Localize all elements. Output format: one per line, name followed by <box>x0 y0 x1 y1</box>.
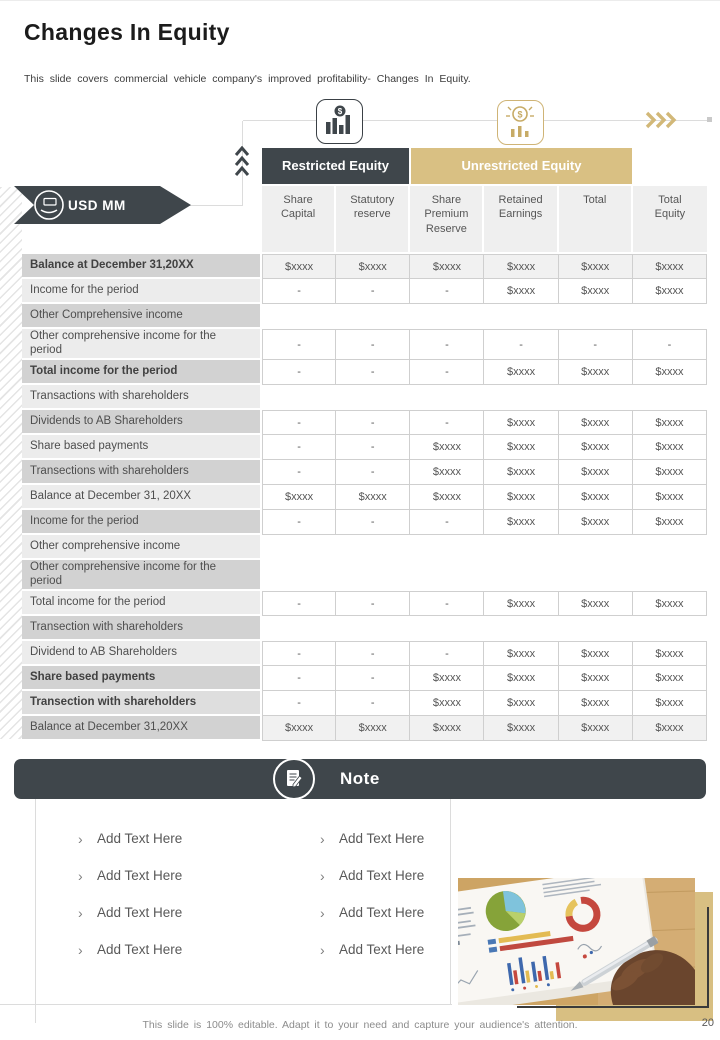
table-cell: - <box>336 460 410 485</box>
row-label: Other comprehensive income <box>22 535 260 560</box>
table-cell: - <box>410 360 484 385</box>
table-row <box>22 460 707 485</box>
column-header: Share Capital <box>262 186 336 252</box>
row-label: Balance at December 31,20XX <box>22 254 260 279</box>
row-label: Share based payments <box>22 666 260 691</box>
note-item[interactable] <box>320 827 424 850</box>
panel-border-right <box>450 799 451 1004</box>
table-cell: - <box>336 510 410 535</box>
table-row <box>22 304 707 329</box>
chevron-right-icon: › <box>320 904 325 921</box>
table-cell: $xxxx <box>410 254 484 279</box>
table-cell: - <box>410 329 484 360</box>
column-header: Statutory reserve <box>336 186 410 252</box>
table-cell: $xxxx <box>484 691 558 716</box>
row-cells <box>262 435 707 460</box>
row-cells <box>262 254 707 279</box>
note-item[interactable] <box>320 864 424 887</box>
note-item[interactable] <box>78 827 182 850</box>
note-item-label: Add Text Here <box>97 942 183 957</box>
table-cell: $xxxx <box>633 691 707 716</box>
note-col-2 <box>320 827 424 975</box>
table-cell: $xxxx <box>262 716 336 741</box>
table-cell: - <box>262 666 336 691</box>
note-item-label: Add Text Here <box>339 868 425 883</box>
table-cell: $xxxx <box>484 279 558 304</box>
row-cells <box>262 616 707 641</box>
row-label: Transactions with shareholders <box>22 385 260 410</box>
table-cell: - <box>262 435 336 460</box>
note-item-label: Add Text Here <box>97 905 183 920</box>
table-cell: $xxxx <box>410 460 484 485</box>
note-item-label: Add Text Here <box>339 905 425 920</box>
row-cells <box>262 304 707 329</box>
row-cells <box>262 329 707 360</box>
note-item[interactable] <box>78 901 182 924</box>
table-cell: $xxxx <box>484 716 558 741</box>
table-cell: $xxxx <box>633 510 707 535</box>
page-number: 20 <box>701 1017 714 1029</box>
table-cell: $xxxx <box>410 485 484 510</box>
table-cell: - <box>410 279 484 304</box>
table-row <box>22 641 707 666</box>
note-item-label: Add Text Here <box>97 831 183 846</box>
table-cell: $xxxx <box>410 716 484 741</box>
table-cell: - <box>336 435 410 460</box>
table-cell: $xxxx <box>410 691 484 716</box>
note-item[interactable] <box>320 901 424 924</box>
table-cell: - <box>262 410 336 435</box>
connector-line-to-badge <box>188 205 243 206</box>
table-cell: - <box>262 510 336 535</box>
table-cell: $xxxx <box>559 460 633 485</box>
table-row <box>22 360 707 385</box>
table-cell: $xxxx <box>484 435 558 460</box>
note-item[interactable] <box>78 938 182 961</box>
table-cell: $xxxx <box>559 360 633 385</box>
table-cell: $xxxx <box>262 485 336 510</box>
group-header-unrestricted-equity: Unrestricted Equity <box>411 148 632 184</box>
table-cell: $xxxx <box>633 716 707 741</box>
chevron-right-icon: › <box>78 941 83 958</box>
table-cell: $xxxx <box>484 254 558 279</box>
panel-border-bottom <box>0 1004 452 1005</box>
bar-chart-dollar-icon <box>316 99 363 144</box>
table-cell: - <box>336 329 410 360</box>
table-row <box>22 616 707 641</box>
table-cell: $xxxx <box>484 460 558 485</box>
chevron-right-icon: › <box>78 830 83 847</box>
table-cell: $xxxx <box>633 410 707 435</box>
panel-border-left <box>35 799 36 1023</box>
note-item[interactable] <box>320 938 424 961</box>
page-title: Changes In Equity <box>24 19 230 45</box>
table-cell: $xxxx <box>633 591 707 616</box>
row-label: Total income for the period <box>22 360 260 385</box>
table-cell: - <box>336 279 410 304</box>
table-cell: $xxxx <box>484 591 558 616</box>
chevron-right-icon: › <box>320 830 325 847</box>
gold-target-dollar-icon <box>497 100 544 145</box>
row-label: Dividend to AB Shareholders <box>22 641 260 666</box>
table-row <box>22 510 707 535</box>
connector-endcap <box>707 117 712 122</box>
slide-subtitle: This slide covers commercial vehicle company's improved profitability- Changes In Equity. <box>24 73 471 85</box>
table-cell: $xxxx <box>559 510 633 535</box>
row-cells <box>262 485 707 510</box>
table-cell: $xxxx <box>559 279 633 304</box>
note-title: Note <box>340 769 380 788</box>
table-column-headers <box>262 186 707 252</box>
table-cell: $xxxx <box>484 360 558 385</box>
table-cell: - <box>336 591 410 616</box>
column-header: Total Equity <box>633 186 707 252</box>
table-cell: $xxxx <box>262 254 336 279</box>
table-cell: - <box>410 591 484 616</box>
table-row <box>22 385 707 410</box>
row-label: Transection with shareholders <box>22 691 260 716</box>
table-cell: $xxxx <box>633 485 707 510</box>
table-cell: - <box>484 329 558 360</box>
table-cell: $xxxx <box>633 279 707 304</box>
frame-line-horizontal <box>517 1006 709 1008</box>
row-cells <box>262 410 707 435</box>
table-cell: $xxxx <box>484 510 558 535</box>
table-cell: $xxxx <box>559 410 633 435</box>
table-cell: $xxxx <box>559 435 633 460</box>
note-item-label: Add Text Here <box>339 942 425 957</box>
row-cells <box>262 535 707 560</box>
row-cells <box>262 691 707 716</box>
table-row <box>22 591 707 616</box>
chevron-right-icon: › <box>78 904 83 921</box>
table-cell: $xxxx <box>336 485 410 510</box>
row-label: Income for the period <box>22 279 260 304</box>
chevron-right-icon: › <box>320 941 325 958</box>
table-cell: $xxxx <box>633 435 707 460</box>
connector-line-horizontal <box>243 120 709 121</box>
svg-text:$: $ <box>337 107 343 116</box>
table-cell: - <box>262 691 336 716</box>
table-row <box>22 485 707 510</box>
table-cell: $xxxx <box>559 641 633 666</box>
row-label: Transection with shareholders <box>22 616 260 641</box>
table-cell: $xxxx <box>410 666 484 691</box>
table-cell: - <box>336 410 410 435</box>
equity-table <box>22 254 707 741</box>
note-col-1 <box>78 827 182 975</box>
row-label: Transections with shareholders <box>22 460 260 485</box>
row-cells <box>262 716 707 741</box>
row-label: Balance at December 31,20XX <box>22 716 260 741</box>
row-cells <box>262 641 707 666</box>
table-row <box>22 716 707 741</box>
table-cell: - <box>559 329 633 360</box>
row-cells <box>262 279 707 304</box>
table-row <box>22 560 707 591</box>
table-cell: - <box>262 591 336 616</box>
table-cell: - <box>262 460 336 485</box>
table-cell: - <box>336 641 410 666</box>
group-header-restricted-equity: Restricted Equity <box>262 148 409 184</box>
table-cell: $xxxx <box>484 666 558 691</box>
table-row <box>22 691 707 716</box>
column-header: Share Premium Reserve <box>410 186 484 252</box>
row-label: Income for the period <box>22 510 260 535</box>
table-cell: - <box>336 360 410 385</box>
chevron-right-icon: › <box>78 867 83 884</box>
frame-line-vertical <box>707 907 709 1008</box>
table-cell: $xxxx <box>484 641 558 666</box>
table-cell: $xxxx <box>633 254 707 279</box>
row-cells <box>262 385 707 410</box>
table-row <box>22 535 707 560</box>
table-cell: - <box>410 510 484 535</box>
row-cells <box>262 510 707 535</box>
hatched-stripe <box>0 187 22 739</box>
row-label: Other Comprehensive income <box>22 304 260 329</box>
row-cells <box>262 560 707 591</box>
photo-hand-with-charts <box>458 878 695 1005</box>
table-cell: $xxxx <box>559 716 633 741</box>
row-cells <box>262 666 707 691</box>
table-cell: $xxxx <box>559 254 633 279</box>
table-cell: - <box>262 641 336 666</box>
table-cell: $xxxx <box>336 716 410 741</box>
svg-text:$: $ <box>517 109 523 120</box>
row-label: Other comprehensive income for the period <box>22 329 260 360</box>
note-item-label: Add Text Here <box>97 868 183 883</box>
table-cell: $xxxx <box>633 666 707 691</box>
usd-mm-badge <box>8 186 192 224</box>
table-cell: $xxxx <box>559 666 633 691</box>
row-label: Other comprehensive income for the period <box>22 560 260 591</box>
column-header: Total <box>559 186 633 252</box>
note-item[interactable] <box>78 864 182 887</box>
row-label: Share based payments <box>22 435 260 460</box>
chevron-right-icon: › <box>320 867 325 884</box>
note-pencil-icon <box>273 758 315 800</box>
row-cells <box>262 591 707 616</box>
table-cell: - <box>633 329 707 360</box>
table-cell: $xxxx <box>559 485 633 510</box>
row-label: Balance at December 31, 20XX <box>22 485 260 510</box>
row-cells <box>262 460 707 485</box>
table-cell: - <box>336 666 410 691</box>
table-cell: - <box>262 329 336 360</box>
table-row <box>22 435 707 460</box>
row-label: Dividends to AB Shareholders <box>22 410 260 435</box>
footer-note: This slide is 100% editable. Adapt it to your need and capture your audience's attention. <box>142 1019 578 1031</box>
table-cell: $xxxx <box>559 691 633 716</box>
table-cell: $xxxx <box>484 410 558 435</box>
table-row <box>22 410 707 435</box>
row-label: Total income for the period <box>22 591 260 616</box>
row-cells <box>262 360 707 385</box>
table-cell: $xxxx <box>633 460 707 485</box>
table-cell: - <box>262 360 336 385</box>
badge-label: USD MM <box>68 198 126 213</box>
table-row <box>22 279 707 304</box>
table-cell: $xxxx <box>633 641 707 666</box>
table-cell: - <box>262 279 336 304</box>
table-cell: $xxxx <box>633 360 707 385</box>
table-row <box>22 254 707 279</box>
table-cell: - <box>410 410 484 435</box>
table-cell: $xxxx <box>559 591 633 616</box>
table-cell: $xxxx <box>410 435 484 460</box>
table-row <box>22 329 707 360</box>
table-row <box>22 666 707 691</box>
chevron-up-icon <box>234 146 250 180</box>
note-item-label: Add Text Here <box>339 831 425 846</box>
column-header: Retained Earnings <box>484 186 558 252</box>
table-cell: $xxxx <box>336 254 410 279</box>
table-cell: $xxxx <box>484 485 558 510</box>
table-cell: - <box>410 641 484 666</box>
table-cell: - <box>336 691 410 716</box>
chevron-right-gold-icon <box>645 111 679 129</box>
